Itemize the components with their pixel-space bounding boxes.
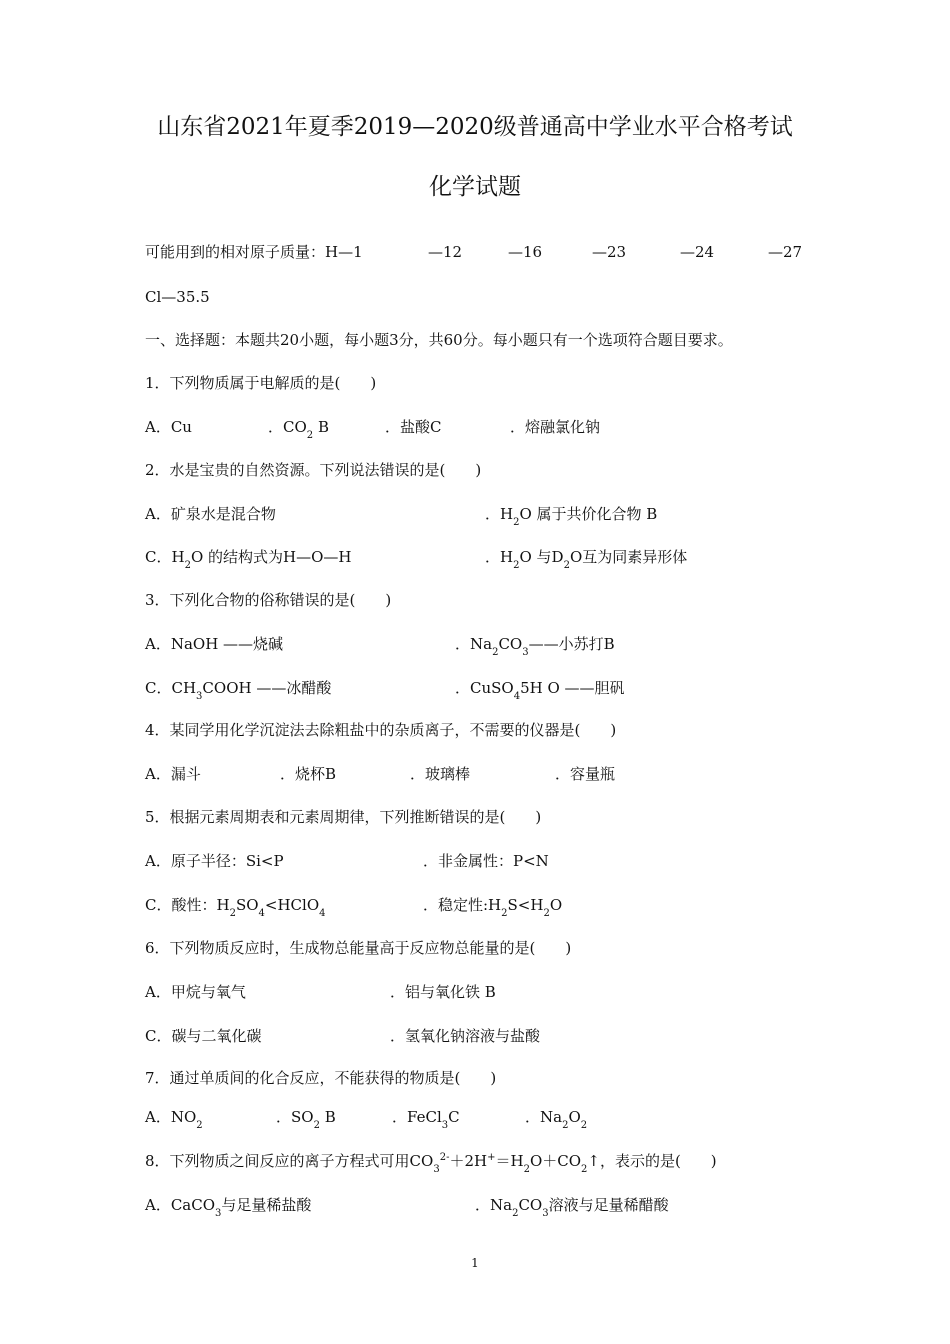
question-2-stem: 2．水是宝贵的自然资源。下列说法错误的是( ) xyxy=(145,461,482,479)
atomic-mass-item: —24 xyxy=(680,243,715,261)
atomic-mass-label: 可能用到的相对原子质量：H—1 xyxy=(145,243,363,261)
question-8-stem: 8．下列物质之间反应的离子方程式可用$CO_3^{2-}+2H^+=H_2O+CO_2↑$，表示的是( ) xyxy=(145,1152,717,1175)
q3-option-b: ．$Na_2CO_3——$小苏打B xyxy=(455,635,615,658)
q6-option-d: ．氢氧化钠溶液与盐酸 xyxy=(390,1027,541,1045)
q6-option-c: C．碳与二氧化碳 xyxy=(145,1027,262,1045)
q1-option-a: A．Cu xyxy=(145,418,192,436)
q2-option-b: ．$H_2O$ 属于共价化合物 B xyxy=(485,505,658,528)
q3-option-c: C．$CH_3COOH$ ——冰醋酸 xyxy=(145,679,332,702)
q3-option-d: ．CuSO$_4$5H O ——胆矾 xyxy=(455,679,625,702)
q2-option-d: ．$H_2O$ 与$D_2O$互为同素异形体 xyxy=(485,548,688,571)
q1-option-c: ．盐酸C xyxy=(385,418,442,436)
q2-option-a: A．矿泉水是混合物 xyxy=(145,505,276,523)
q4-option-c: ．玻璃棒 xyxy=(410,765,471,783)
q1-option-b: ．$CO_2$ B xyxy=(268,418,329,441)
question-5-stem: 5．根据元素周期表和元素周期律，下列推断错误的是( ) xyxy=(145,808,542,826)
atomic-mass-item: —23 xyxy=(592,243,627,261)
q7-option-b: ．$SO_2$ B xyxy=(276,1108,336,1131)
q4-option-a: A．漏斗 xyxy=(145,765,201,783)
q6-option-a: A．甲烷与氧气 xyxy=(145,983,246,1001)
question-1-stem: 1．下列物质属于电解质的是( ) xyxy=(145,374,377,392)
q7-option-c: ．FeCl$_3$C xyxy=(392,1108,460,1131)
question-3-stem: 3．下列化合物的俗称错误的是( ) xyxy=(145,591,392,609)
q8-option-a: A．CaCO$_3$与足量稀盐酸 xyxy=(145,1196,312,1219)
q1-option-d: ．熔融氯化钠 xyxy=(510,418,601,436)
question-7-stem: 7．通过单质间的化合反应，不能获得的物质是( ) xyxy=(145,1069,497,1087)
atomic-mass-line2: Cl—35.5 xyxy=(145,288,210,306)
q6-option-b: ．铝与氧化铁 B xyxy=(390,983,496,1001)
q5-option-d: ．稳定性$:H_2S<H_2O$ xyxy=(423,896,563,919)
exam-subtitle: 化学试题 xyxy=(429,174,521,200)
q2-option-c: C．$H_2O$ 的结构式为H—O—H xyxy=(145,548,352,571)
q5-option-a: A．原子半径：Si<P xyxy=(145,852,284,870)
atomic-mass-item: —12 xyxy=(428,243,463,261)
q7-option-a: A．$NO_2$ xyxy=(145,1108,203,1131)
atomic-mass-item: —27 xyxy=(768,243,803,261)
q4-option-d: ．容量瓶 xyxy=(555,765,616,783)
atomic-mass-item: —16 xyxy=(508,243,543,261)
question-4-stem: 4．某同学用化学沉淀法去除粗盐中的杂质离子，不需要的仪器是( ) xyxy=(145,721,617,739)
q5-option-b: ．非金属性：P<N xyxy=(423,852,549,870)
page-number: 1 xyxy=(471,1256,479,1270)
exam-title: 山东省2021年夏季2019—2020级普通高中学业水平合格考试 xyxy=(157,114,793,140)
q3-option-a: A．NaOH ——烧碱 xyxy=(145,635,284,653)
question-6-stem: 6．下列物质反应时，生成物总能量高于反应物总能量的是( ) xyxy=(145,939,572,957)
q5-option-c: C．酸性：$H_2SO_4<HClO_4$ xyxy=(145,896,326,919)
q4-option-b: ．烧杯B xyxy=(280,765,337,783)
q7-option-d: ．$Na_2O_2$ xyxy=(525,1108,588,1131)
q8-option-b: ．$Na_2CO_3$溶液与足量稀醋酸 xyxy=(475,1196,669,1219)
section-heading: 一、选择题：本题共20小题，每小题3分，共60分。每小题只有一个选项符合题目要求。 xyxy=(145,331,733,349)
